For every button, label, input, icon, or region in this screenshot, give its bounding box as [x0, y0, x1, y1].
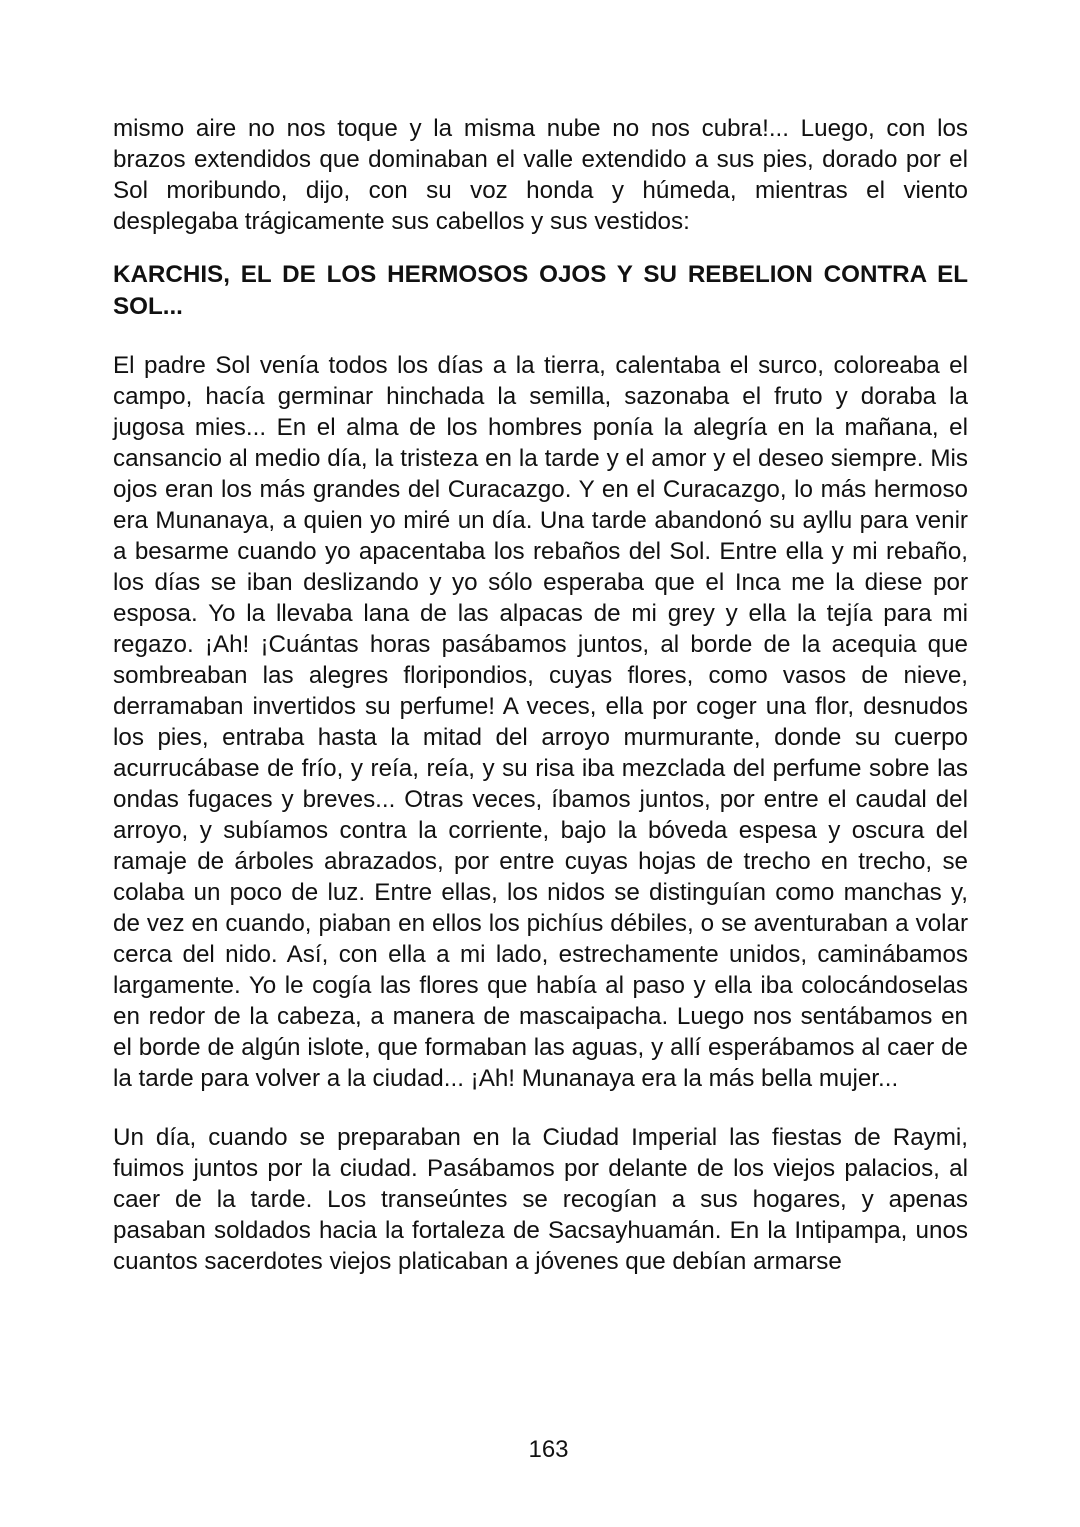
page-number: 163	[528, 1436, 569, 1463]
paragraph-karchis-story: El padre Sol venía todos los días a la tierra, calentaba el surco, coloreaba el campo, hacía germinar hinchada la semilla, sazonaba el fruto y doraba la jugosa mies... En el alma de los hombres ponía la alegría en la mañana, el cansancio al medio día, la tristeza en la tarde y el amor y el deseo siempre. Mis ojos eran los más grandes del Curacazgo. Y en el Curacazgo, lo más hermoso era Munanaya, a quien yo miré un día. Una tarde abandonó su ayllu para venir a besarme cuando yo apacentaba los rebaños del Sol. Entre ella y mi rebaño, los días se iban deslizando y yo sólo esperaba que el Inca me la diese por esposa. Yo la llevaba lana de las alpacas de mi grey y ella la tejía para mi regazo. ¡Ah! ¡Cuántas horas pasábamos juntos, al borde de la acequia que sombreaban las alegres floripondios, cuyas flores, como vasos de nieve, derramaban invertidos su perfume! A veces, ella por coger una flor, desnudos los pies, entraba hasta la mitad del arroyo murmurante, donde su cuerpo acurrucábase de frío, y reía, reía, y su risa iba mezclada del perfume sobre las ondas fugaces y breves... Otras veces, íbamos juntos, por entre el caudal del arroyo, y subíamos contra la corriente, bajo la bóveda espesa y oscura del ramaje de árboles abrazados, por entre cuyas hojas de trecho en trecho, se colaba un poco de luz. Entre ellas, los nidos se distinguían como manchas y, de vez en cuando, piaban en ellos los pichíus débiles, o se aventuraban a volar cerca del nido. Así, con ella a mi lado, estrechamente unidos, caminábamos largamente. Yo le cogía las flores que había al paso y ella iba colocándoselas en redor de la cabeza, a manera de mascaipacha. Luego nos sentábamos en el borde de algún islote, que formaban las aguas, y allí esperábamos al caer de la tarde para volver a la ciudad... ¡Ah! Munanaya era la más bella mujer...	[113, 352, 968, 1092]
section-heading: KARCHIS, EL DE LOS HERMOSOS OJOS Y SU REBELION CONTRA EL SOL...	[113, 261, 968, 320]
paragraph-opening: mismo aire no nos toque y la misma nube no nos cubra!... Luego, con los brazos extendidos que dominaban el valle extendido a sus pies, dorado por el Sol moribundo, dijo, con su voz honda y húmeda, mientras el viento desplegaba trágicamente sus cabellos y sus vestidos:	[113, 115, 968, 235]
page-body	[113, 113, 968, 1277]
paragraph-raymi: Un día, cuando se preparaban en la Ciudad Imperial las fiestas de Raymi, fuimos juntos por la ciudad. Pasábamos por delante de los viejos palacios, al caer de la tarde. Los transeúntes se recogían a sus hogares, y apenas pasaban soldados hacia la fortaleza de Sacsayhuamán. En la Intipampa, unos cuantos sacerdotes viejos platicaban a jóvenes que debían armarse	[113, 1124, 968, 1275]
